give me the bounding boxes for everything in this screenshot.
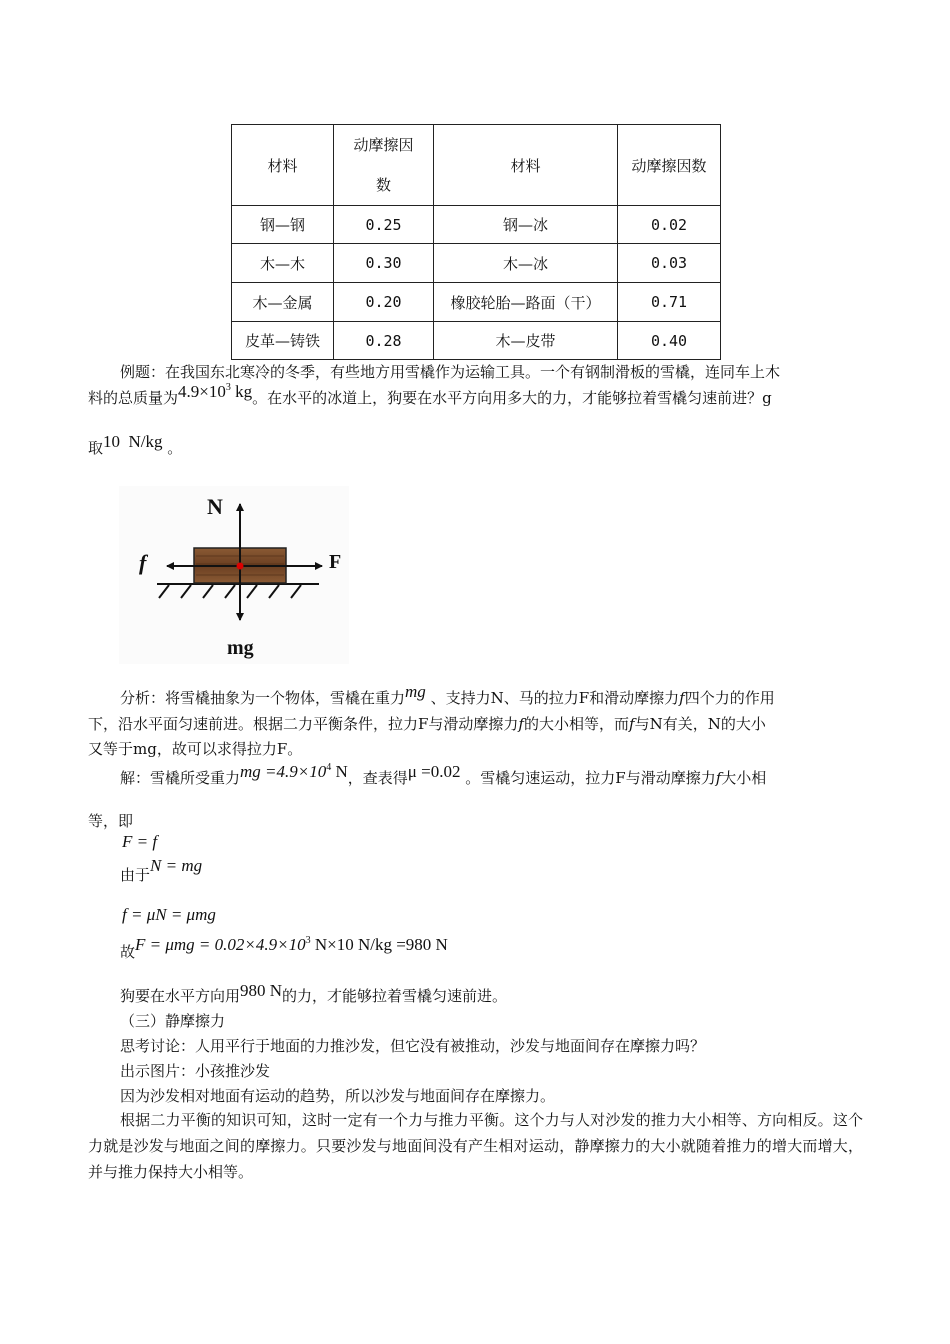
math-f: f: [629, 715, 635, 733]
table-cell: 皮革—铸铁: [232, 322, 334, 360]
example-text: 料的总质量为: [88, 389, 179, 407]
table-header-cell: 材料: [232, 125, 334, 206]
static-friction-paragraph: 根据二力平衡的知识可知，这时一定有一个力与推力平衡。这个力与人对沙发的推力大小相等、方向相反。这个力就是沙发与地面之间的摩擦力。只要沙发与地面间没有产生相对运动，静摩擦力的大小就随着推力的增大而增大，并与推力保持大小相等。: [88, 1111, 863, 1181]
analysis-text: 与N有关，N的大小: [634, 715, 766, 733]
answer-value: 980 N: [240, 981, 283, 1000]
table-cell: 0.25: [334, 206, 434, 244]
table-header-row: [232, 125, 721, 206]
table-cell: 钢—冰: [434, 206, 618, 244]
result-exponent: 3: [305, 935, 311, 946]
solution-text: 的力，才能够拉着雪橇匀速前进。: [282, 987, 508, 1005]
table-cell: 木—冰: [434, 244, 618, 283]
equation-N-equals-mg: N = mg: [150, 856, 203, 875]
mass-exponent: 3: [225, 382, 231, 393]
g-value: 10: [103, 432, 121, 451]
friction-coefficient-table: [231, 124, 721, 360]
example-text: 取: [88, 439, 104, 457]
weight-eq: mg =4.9×10: [240, 762, 327, 781]
header-text-line: 动摩擦因: [353, 136, 414, 154]
example-line-2: [88, 382, 772, 408]
solution-text: 大小相: [721, 769, 767, 787]
table-row: [232, 244, 721, 283]
table-row: [232, 206, 721, 244]
table-cell: 木—金属: [232, 283, 334, 322]
weight-formula: [240, 762, 348, 781]
center-of-mass-dot: [237, 563, 244, 570]
mu-formula: μ =0.02: [407, 762, 461, 781]
table-cell: 0.03: [618, 244, 721, 283]
table-row: [232, 283, 721, 322]
table-cell: 0.02: [618, 206, 721, 244]
therefore-line: [120, 935, 448, 962]
math-f: f: [679, 689, 685, 707]
analysis-text: 分析：将雪橇抽象为一个物体，雪橇在重力: [120, 689, 406, 707]
analysis-line-3: 又等于mg，故可以求得拉力F。: [88, 740, 303, 758]
mass-formula: [178, 382, 252, 401]
table-header-cell: [334, 125, 434, 206]
table-cell: 0.30: [334, 244, 434, 283]
analysis-text: 的大小相等，而: [523, 715, 629, 733]
label-mg: mg: [227, 637, 254, 659]
math-f: f: [518, 715, 524, 733]
table-cell: 0.40: [618, 322, 721, 360]
table-header-cell: 材料: [434, 125, 618, 206]
section-heading: （三）静摩擦力: [120, 1012, 226, 1030]
table-cell: 0.71: [618, 283, 721, 322]
equation-friction: f = μN = μmg: [122, 905, 216, 924]
analysis-text: 下，沿水平面匀速前进。根据二力平衡条件，拉力F与滑动摩擦力: [88, 715, 519, 733]
solution-line-1: [120, 762, 767, 788]
mass-unit: kg: [235, 382, 253, 401]
weight-unit: N: [335, 762, 348, 781]
result-eq-part: N×10 N/kg =980 N: [314, 935, 448, 954]
solution-text: 解：雪橇所受重力: [120, 769, 241, 787]
label-N: N: [207, 494, 223, 519]
solution-text: 狗要在水平方向用: [120, 987, 241, 1005]
label-f: f: [139, 550, 147, 575]
table-cell: 橡胶轮胎—路面（干）: [434, 283, 618, 322]
example-line-1: 例题：在我国东北寒冷的冬季，有些地方用雪橇作为运输工具。一个有钢制滑板的雪橇，连同车上木: [120, 363, 781, 381]
table-cell: 0.28: [334, 322, 434, 360]
table-cell: 钢—钢: [232, 206, 334, 244]
equation-result: [135, 935, 448, 954]
show-picture: 出示图片：小孩推沙发: [120, 1062, 271, 1080]
header-text-line: 数: [375, 176, 391, 194]
solution-line-2: 等，即: [88, 812, 134, 830]
think-discussion: 思考讨论：人用平行于地面的力推沙发，但它没有被推动，沙发与地面间存在摩擦力吗？: [120, 1037, 706, 1055]
label-F: F: [329, 551, 342, 573]
because-line: 因为沙发相对地面有运动的趋势，所以沙发与地面间存在摩擦力。: [120, 1087, 556, 1105]
table-cell: 0.20: [334, 283, 434, 322]
example-text: 。: [167, 439, 183, 457]
table-cell: 木—木: [232, 244, 334, 283]
example-line-3: [88, 432, 183, 458]
equation-F-equals-f: F = f: [122, 832, 158, 851]
mass-value: 4.9×10: [178, 382, 226, 401]
result-eq-part: F = μmg = 0.02×4.9×10: [135, 935, 306, 954]
weight-exponent: 4: [326, 762, 332, 773]
analysis-line-2: [88, 713, 766, 734]
solution-text: 故: [120, 943, 136, 961]
g-unit: N/kg: [128, 432, 163, 451]
table-header-cell: 动摩擦因数: [618, 125, 721, 206]
answer-line: [120, 981, 508, 1006]
force-diagram: [119, 486, 349, 664]
analysis-text: 四个力的作用: [684, 689, 775, 707]
math-mg: mg: [405, 682, 426, 701]
table-cell: 木—皮带: [434, 322, 618, 360]
table-row: [232, 322, 721, 360]
example-text: 。在水平的冰道上，狗要在水平方向用多大的力，才能够拉着雪橇匀速前进？g: [252, 389, 772, 407]
solution-text: 由于: [120, 866, 151, 884]
analysis-line-1: [120, 682, 775, 708]
since-line: [120, 856, 203, 885]
math-f: f: [715, 769, 722, 787]
solution-text: ，查表得: [347, 769, 408, 787]
solution-text: 。雪橇匀速运动，拉力F与滑动摩擦力: [465, 769, 716, 787]
analysis-text: 、支持力N、马的拉力F和滑动摩擦力: [430, 689, 680, 707]
g-formula: [103, 432, 163, 451]
